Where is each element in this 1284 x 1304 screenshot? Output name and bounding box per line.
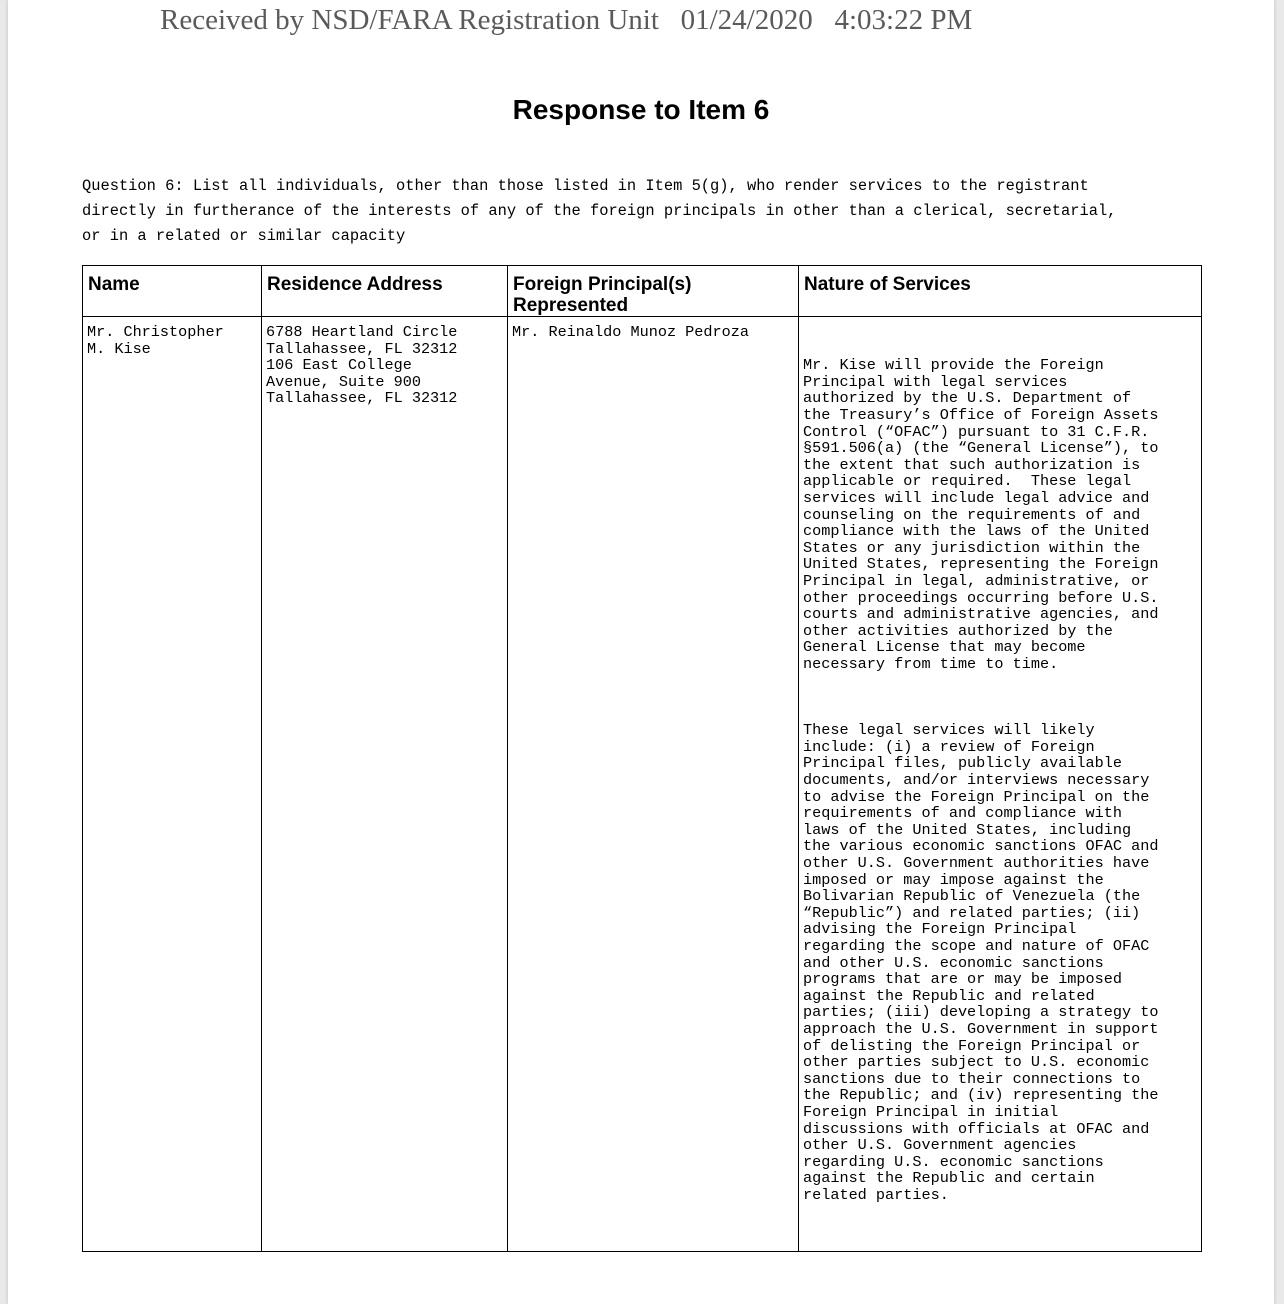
header-name: Name — [88, 274, 140, 295]
cell-name: Mr. Christopher M. Kise — [87, 323, 224, 358]
cell-nature-of-services — [803, 324, 1158, 1237]
column-divider — [261, 266, 262, 1251]
services-table — [82, 265, 1202, 1252]
services-paragraph-2: These legal services will likely include: (i) a review of Foreign Principal files, publicly available documents, and/or interviews necessary to advise the Foreign Principal on the requirements of and compliance with laws of the United States, including the various economic sanctions OFAC and other U.S. Government authorities have imposed or may impose against the Bolivarian Republic of Venezuela (the “Republic”) and related parties; (ii) advising the Foreign Principal regarding the scope and nature of OFAC and other U.S. economic sanctions programs that are or may be imposed against the Republic and related parties; (iii) developing a strategy to approach the U.S. Government in support of delisting the Foreign Principal or other parties subject to U.S. economic sanctions due to their connections to the Republic; and (iv) representing the Foreign Principal in initial discussions with officials at OFAC and other U.S. Government agencies regarding U.S. economic sanctions against the Republic and certain related parties. — [803, 721, 1159, 1204]
page-title: Response to Item 6 — [512, 94, 770, 125]
column-divider — [798, 266, 799, 1251]
header-divider — [83, 316, 1201, 317]
cell-residence-address: 6788 Heartland Circle Tallahassee, FL 32312 106 East College Avenue, Suite 900 Tallahassee, FL 32312 — [266, 323, 458, 408]
received-stamp: Received by NSD/FARA Registration Unit 01/24/2020 4:03:22 PM — [160, 4, 973, 36]
document-page — [8, 0, 1274, 1304]
question-text: Question 6: List all individuals, other than those listed in Item 5(g), who render services to the registrant directly in furtherance of the interests of any of the foreign principals in other than a clerical, secretarial, or in a related or similar capacity — [82, 177, 1117, 245]
cell-foreign-principal: Mr. Reinaldo Munoz Pedroza — [512, 323, 749, 341]
header-residence-address: Residence Address — [267, 274, 443, 295]
header-nature-of-services: Nature of Services — [804, 274, 971, 295]
column-divider — [507, 266, 508, 1251]
services-paragraph-1: Mr. Kise will provide the Foreign Principal with legal services authorized by the U.S. Department of the Treasury’s Office of Foreign Assets Control (“OFAC”) pursuant to 31 C.F.R. §591.506(a) (the “General License”), to the extent that such authorization is applicable or required. These legal services will include legal advice and counseling on the requirements of and compliance with the laws of the United States or any jurisdiction within the United States, representing the Foreign Principal in legal, administrative, or other proceedings occurring before U.S. courts and administrative agencies, and other activities authorized by the General License that may become necessary from time to time. — [803, 356, 1159, 673]
header-foreign-principal: Foreign Principal(s) Represented — [513, 274, 692, 316]
